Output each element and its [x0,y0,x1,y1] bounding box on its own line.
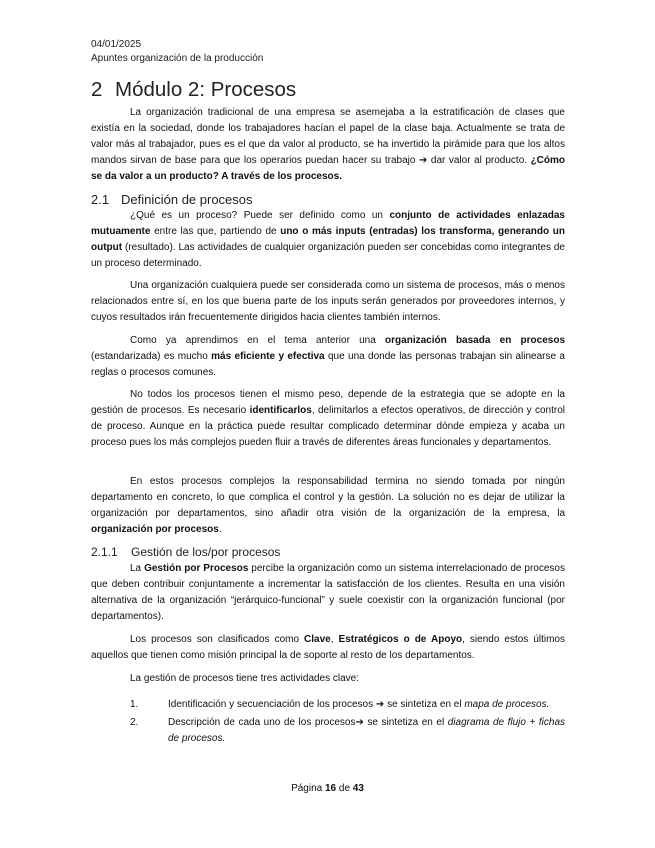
text-run: No todos los procesos tienen el mismo peso, depende de la estrategia que se adopte en la gestión de procesos. Es necesario [91,389,565,416]
text-run: que una donde las personas trabajan sin alinearse a reglas o procesos comunes. [91,351,565,378]
list-text [168,715,565,747]
text-run: (resultado). Las actividades de cualquier organización pueden ser concebidas como integrantes de un proceso determinado. [91,242,565,269]
text-run: . [218,524,222,535]
text-run: La [130,563,145,574]
bold-run: ¿Cómo se da valor a un producto? A través de los procesos. [91,155,566,182]
heading-text: Definición de procesos [121,192,253,207]
text-run: Identificación y secuenciación de los procesos [168,699,376,710]
text-run: se sintetiza en el [363,717,448,728]
heading-2-1 [91,192,253,208]
heading-number: 2 [91,78,103,101]
text-run: entre las que, partiendo de [150,226,281,237]
text-run: , [330,634,339,645]
footer-label: Página [291,783,325,794]
list-item [91,697,565,713]
bold-run: Clave [304,634,331,645]
arrow-icon: ➔ [375,699,385,710]
text-run: (estandarizada) es mucho [91,351,212,362]
bold-run: organización basada en procesos [385,335,565,346]
bold-run: Gestión por Procesos [144,563,249,574]
paragraph-activities [91,671,565,687]
text-run: La organización tradicional de una empresa se asemejaba a la estratificación de clases que existía en la sociedad, donde los trabajadores hacían el papel de la clase baja. Actualmente se trata de valor más al trabajador, pues es el que da valor al producto, se ha invertido la pirámide para que los altos mandos sirvan de base para que los operarios puedan hacer su trabajo [91,107,565,166]
current-page-number: 16 [324,783,337,794]
text-run: percibe la organización como un sistema interrelacionado de procesos que deben contribuir conjuntamente a incrementar la satisfacción de los clientes. Resulta en una visión alternativa de la organización “jerárquico-funcional” y suele coexistir con la organización funcional (por departamentos). [91,563,565,622]
heading-text: Gestión de los/por procesos [131,545,281,559]
list-number: 1. [130,699,139,710]
text-run: Los procesos son clasificados como [130,634,305,645]
italic-run: mapa de procesos. [464,699,550,710]
page-footer [0,783,655,794]
activities-list [91,697,565,749]
bold-run: conjunto de actividades enlazadas mutuamente [91,210,565,237]
list-text [168,697,565,713]
list-number: 2. [130,717,139,728]
text-run: Una organización cualquiera puede ser considerada como un sistema de procesos, más o menos relacionados entre sí, en los que buena parte de los inputs serán generados por proveedores internos, y cuyos resultados irán frecuentemente dirigidos hacia clientes también internos. [91,280,565,323]
paragraph-classification [91,632,565,664]
paragraph-definition [91,208,565,272]
heading-2-1-1 [91,545,280,560]
text-run: , siendo estos últimos aquellos que tienen como misión principal la de soporte al resto de los departamentos. [91,634,565,661]
header-course-title: Apuntes organización de la producción [91,53,264,64]
text-run: ¿Qué es un proceso? Puede ser definido como un [130,210,390,221]
heading-text: Módulo 2: Procesos [115,78,297,101]
header-date: 04/01/2025 [91,39,142,50]
heading-module-2 [91,78,296,102]
text-run: La gestión de procesos tiene tres actividades clave: [130,673,360,684]
page-header [91,38,263,66]
bold-run: organización por procesos [91,524,219,535]
text-run: Descripción de cada uno de los procesos [168,717,356,728]
bold-run: uno o más inputs (entradas) los transforma, generando un output [91,226,566,253]
paragraph-organization [91,333,565,381]
paragraph-gestion [91,561,565,625]
footer-label: de [336,783,353,794]
text-run: En estos procesos complejos la responsabilidad termina no siendo tomada por ningún departamento en concreto, lo que complica el control y la gestión. La solución no es dejar de utilizar la organización por departamentos, sino añadir otra visión de la organización de la empresa, la [91,476,565,519]
text-run: dar valor al producto. [427,155,531,166]
italic-run: diagrama de flujo + fichas de procesos. [168,717,566,744]
arrow-icon: ➔ [418,155,428,166]
heading-number: 2.1.1 [91,545,118,559]
paragraph-weight [91,387,565,451]
paragraph-system [91,278,565,326]
heading-number: 2.1 [91,192,110,207]
bold-run: más eficiente y efectiva [211,351,325,362]
paragraph-intro [91,105,565,185]
arrow-icon: ➔ [355,717,364,728]
bold-run: Estratégicos o de Apoyo [338,634,463,645]
text-run: se sintetiza en el [384,699,465,710]
list-item [91,715,565,747]
text-run: , delimitarlos a efectos operativos, de dirección y control de proceso. Aunque en la práctica puede resultar complicado determinar dónde empieza y acaba un proceso pues los más complejos pueden fluir a través de diferentes áreas funcionales y departamentos. [91,405,565,448]
paragraph-complex [91,474,565,538]
bold-run: identificarlos [249,405,312,416]
text-run: Como ya aprendimos en el tema anterior una [130,335,386,346]
total-pages-number: 43 [352,783,364,794]
